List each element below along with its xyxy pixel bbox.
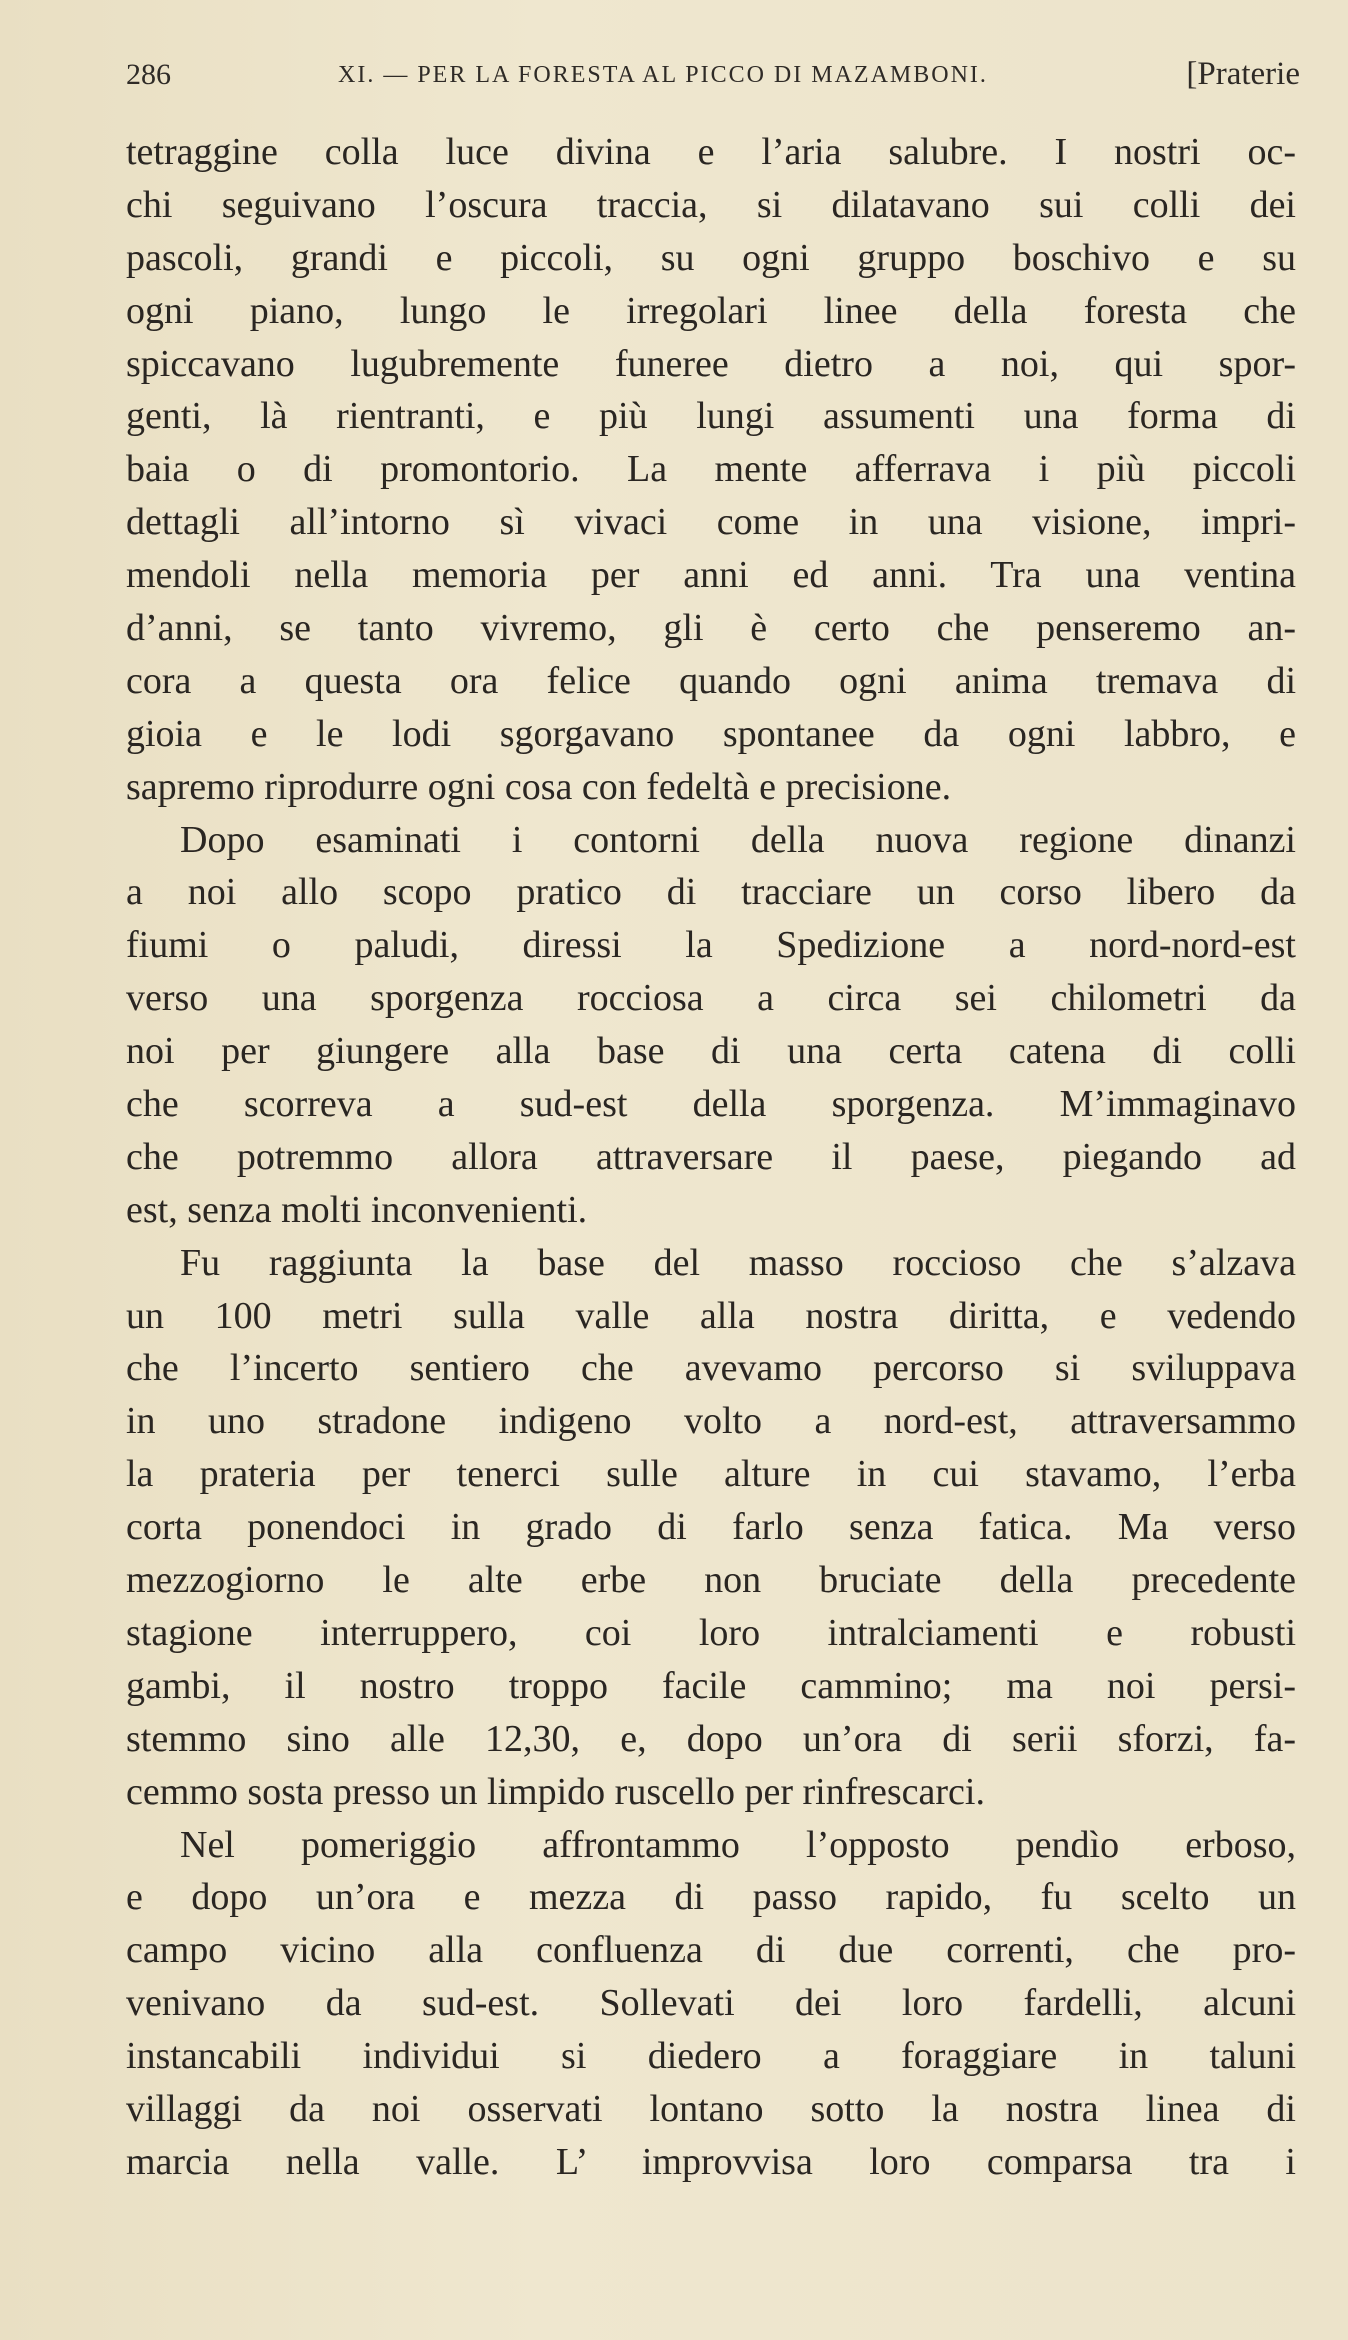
text-line: pascoli, grandi e piccoli, su ogni gruppo boschivo e su bbox=[126, 236, 1296, 279]
text-line: genti, là rientranti, e più lungi assumenti una forma di bbox=[126, 395, 1296, 438]
text-line: sapremo riprodurre ogni cosa con fedeltà e precisione. bbox=[126, 765, 952, 808]
text-line: in uno stradone indigeno volto a nord-est, attraversammo bbox=[126, 1400, 1296, 1443]
text-line: che l’incerto sentiero che avevamo percorso si sviluppava bbox=[126, 1347, 1296, 1390]
text-line: spiccavano lugubremente funeree dietro a noi, qui spor- bbox=[126, 342, 1296, 385]
text-line: ogni piano, lungo le irregolari linee della foresta che bbox=[126, 289, 1296, 332]
page-number: 286 bbox=[126, 58, 171, 91]
text-line: a noi allo scopo pratico di tracciare un corso libero da bbox=[126, 871, 1296, 914]
text-line: dettagli all’intorno sì vivaci come in una visione, impri- bbox=[126, 501, 1296, 544]
text-line: cora a questa ora felice quando ogni anima tremava di bbox=[126, 659, 1296, 702]
text-line: che potremmo allora attraversare il paese, piegando ad bbox=[126, 1135, 1296, 1178]
running-title: XI. — PER LA FORESTA AL PICCO DI MAZAMBONI. bbox=[338, 62, 988, 88]
text-line: instancabili individui si diedero a foraggiare in taluni bbox=[126, 2035, 1296, 2078]
text-line: Dopo esaminati i contorni della nuova regione dinanzi bbox=[180, 818, 1296, 861]
text-line: gioia e le lodi sgorgavano spontanee da ogni labbro, e bbox=[126, 712, 1296, 755]
text-line: d’anni, se tanto vivremo, gli è certo che penseremo an- bbox=[126, 607, 1296, 650]
text-line: la prateria per tenerci sulle alture in cui stavamo, l’erba bbox=[126, 1453, 1296, 1496]
text-line: fiumi o paludi, diressi la Spedizione a nord-nord-est bbox=[126, 924, 1296, 967]
text-line: che scorreva a sud-est della sporgenza. M’immaginavo bbox=[126, 1083, 1296, 1126]
text-line: stagione interruppero, coi loro intralciamenti e robusti bbox=[126, 1611, 1296, 1654]
text-line: chi seguivano l’oscura traccia, si dilatavano sui colli dei bbox=[126, 183, 1296, 226]
text-line: Fu raggiunta la base del masso roccioso che s’alzava bbox=[180, 1241, 1296, 1284]
text-line: tetraggine colla luce divina e l’aria salubre. I nostri oc- bbox=[126, 131, 1296, 173]
text-line: venivano da sud-est. Sollevati dei loro fardelli, alcuni bbox=[126, 1982, 1296, 2025]
text-line: villaggi da noi osservati lontano sotto la nostra linea di bbox=[126, 2087, 1296, 2130]
text-line: stemmo sino alle 12,30, e, dopo un’ora di serii sforzi, fa- bbox=[126, 1717, 1296, 1760]
text-line: cemmo sosta presso un limpido ruscello per rinfrescarci. bbox=[126, 1770, 985, 1813]
text-line: un 100 metri sulla valle alla nostra diritta, e vedendo bbox=[126, 1294, 1296, 1337]
text-line: marcia nella valle. L’ improvvisa loro comparsa tra i bbox=[126, 2140, 1296, 2183]
body-text bbox=[126, 126, 1296, 2189]
text-line: Nel pomeriggio affrontammo l’opposto pendìo erboso, bbox=[180, 1823, 1296, 1866]
text-line: e dopo un’ora e mezza di passo rapido, fu scelto un bbox=[126, 1876, 1296, 1919]
text-line: gambi, il nostro troppo facile cammino; ma noi persi- bbox=[126, 1664, 1296, 1707]
text-line: mendoli nella memoria per anni ed anni. Tra una ventina bbox=[126, 554, 1296, 597]
marginal-note: [Praterie bbox=[1186, 56, 1300, 92]
text-line: baia o di promontorio. La mente afferrava i più piccoli bbox=[126, 448, 1296, 491]
text-line: campo vicino alla confluenza di due correnti, che pro- bbox=[126, 1929, 1296, 1972]
text-line: mezzogiorno le alte erbe non bruciate della precedente bbox=[126, 1559, 1296, 1602]
text-line: corta ponendoci in grado di farlo senza fatica. Ma verso bbox=[126, 1506, 1296, 1549]
text-line: noi per giungere alla base di una certa catena di colli bbox=[126, 1030, 1296, 1073]
text-line: verso una sporgenza rocciosa a circa sei chilometri da bbox=[126, 977, 1296, 1020]
text-line: est, senza molti inconvenienti. bbox=[126, 1188, 588, 1231]
page-header bbox=[126, 58, 1300, 102]
